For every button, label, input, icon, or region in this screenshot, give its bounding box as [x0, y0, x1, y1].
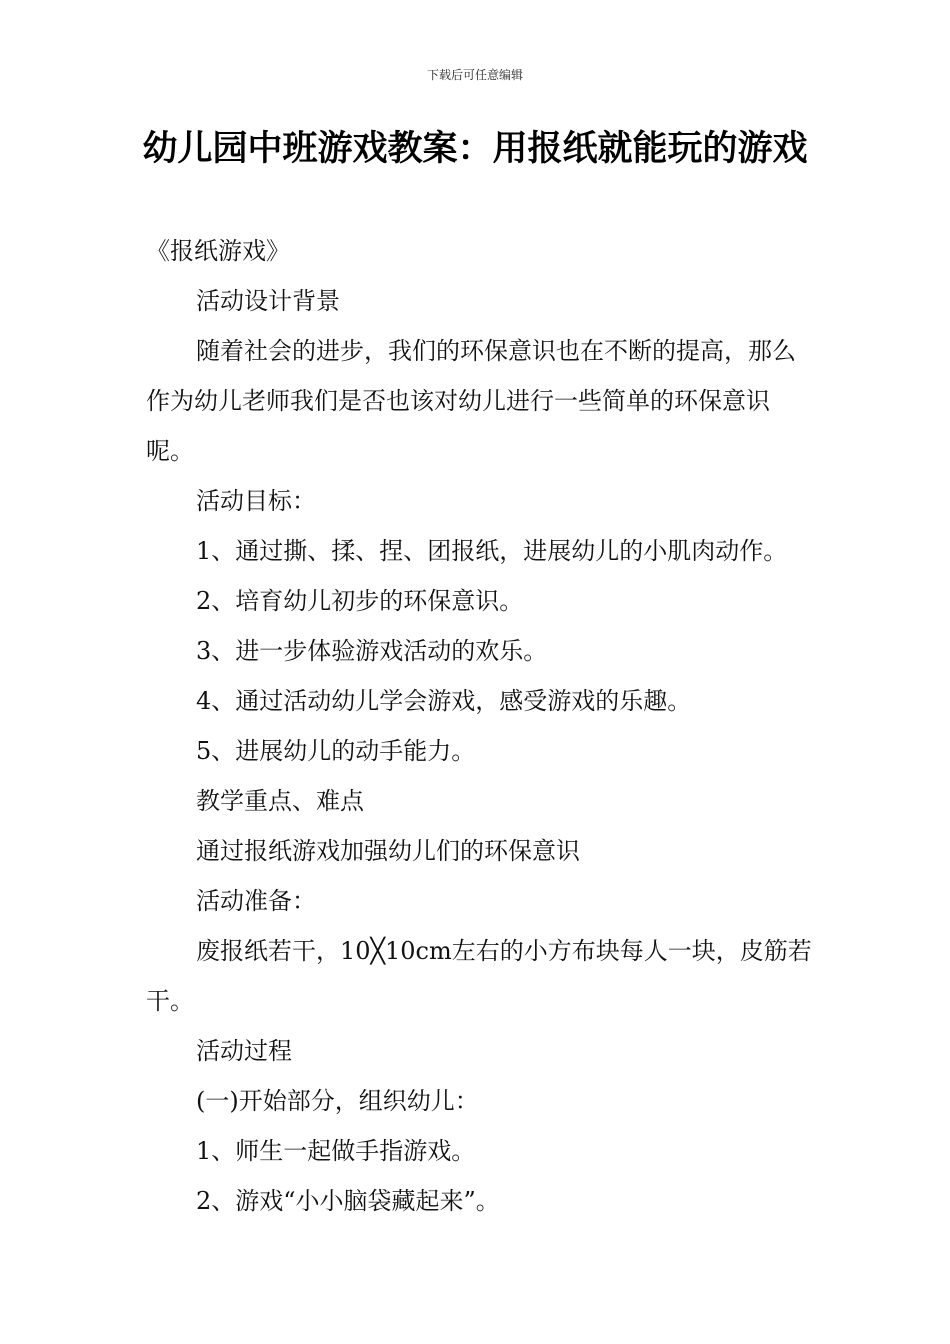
- paragraph-process-step-2: 2、游戏“小小脑袋藏起来”。: [196, 1187, 500, 1215]
- paragraph-goal-3: 3、进一步体验游戏活动的欢乐。: [196, 637, 548, 665]
- paragraph-source-title: 《报纸游戏》: [146, 237, 290, 265]
- page-header-note: 下载后可任意编辑: [426, 68, 523, 82]
- paragraph-preparation-text: 废报纸若干，10╳10cm左右的小方布块每人一块，皮筋若干。: [146, 937, 812, 1015]
- paragraph-heading-process: 活动过程: [196, 1037, 292, 1065]
- paragraph-goal-1: 1、通过撕、揉、捏、团报纸，进展幼儿的小肌肉动作。: [196, 537, 788, 565]
- paragraph-goal-2: 2、培育幼儿初步的环保意识。: [196, 587, 524, 615]
- paragraph-goal-4: 4、通过活动幼儿学会游戏，感受游戏的乐趣。: [196, 687, 692, 715]
- document-body: [146, 226, 814, 1226]
- paragraph-goal-5: 5、进展幼儿的动手能力。: [196, 737, 476, 765]
- paragraph-heading-goals: 活动目标：: [196, 487, 316, 515]
- document-title: 幼儿园中班游戏教案：用报纸就能玩的游戏: [142, 129, 808, 169]
- paragraph-heading-preparation: 活动准备：: [196, 887, 316, 915]
- paragraph-heading-key-points: 教学重点、难点: [196, 787, 364, 815]
- paragraph-heading-background: 活动设计背景: [196, 287, 340, 315]
- paragraph-background-text: 随着社会的进步，我们的环保意识也在不断的提高，那么作为幼儿老师我们是否也该对幼儿进行一些简单的环保意识呢。: [146, 337, 796, 465]
- paragraph-key-points-text: 通过报纸游戏加强幼儿们的环保意识: [196, 837, 580, 865]
- paragraph-process-step-1: 1、师生一起做手指游戏。: [196, 1137, 476, 1165]
- paragraph-process-part-1: (一)开始部分，组织幼儿：: [196, 1087, 479, 1115]
